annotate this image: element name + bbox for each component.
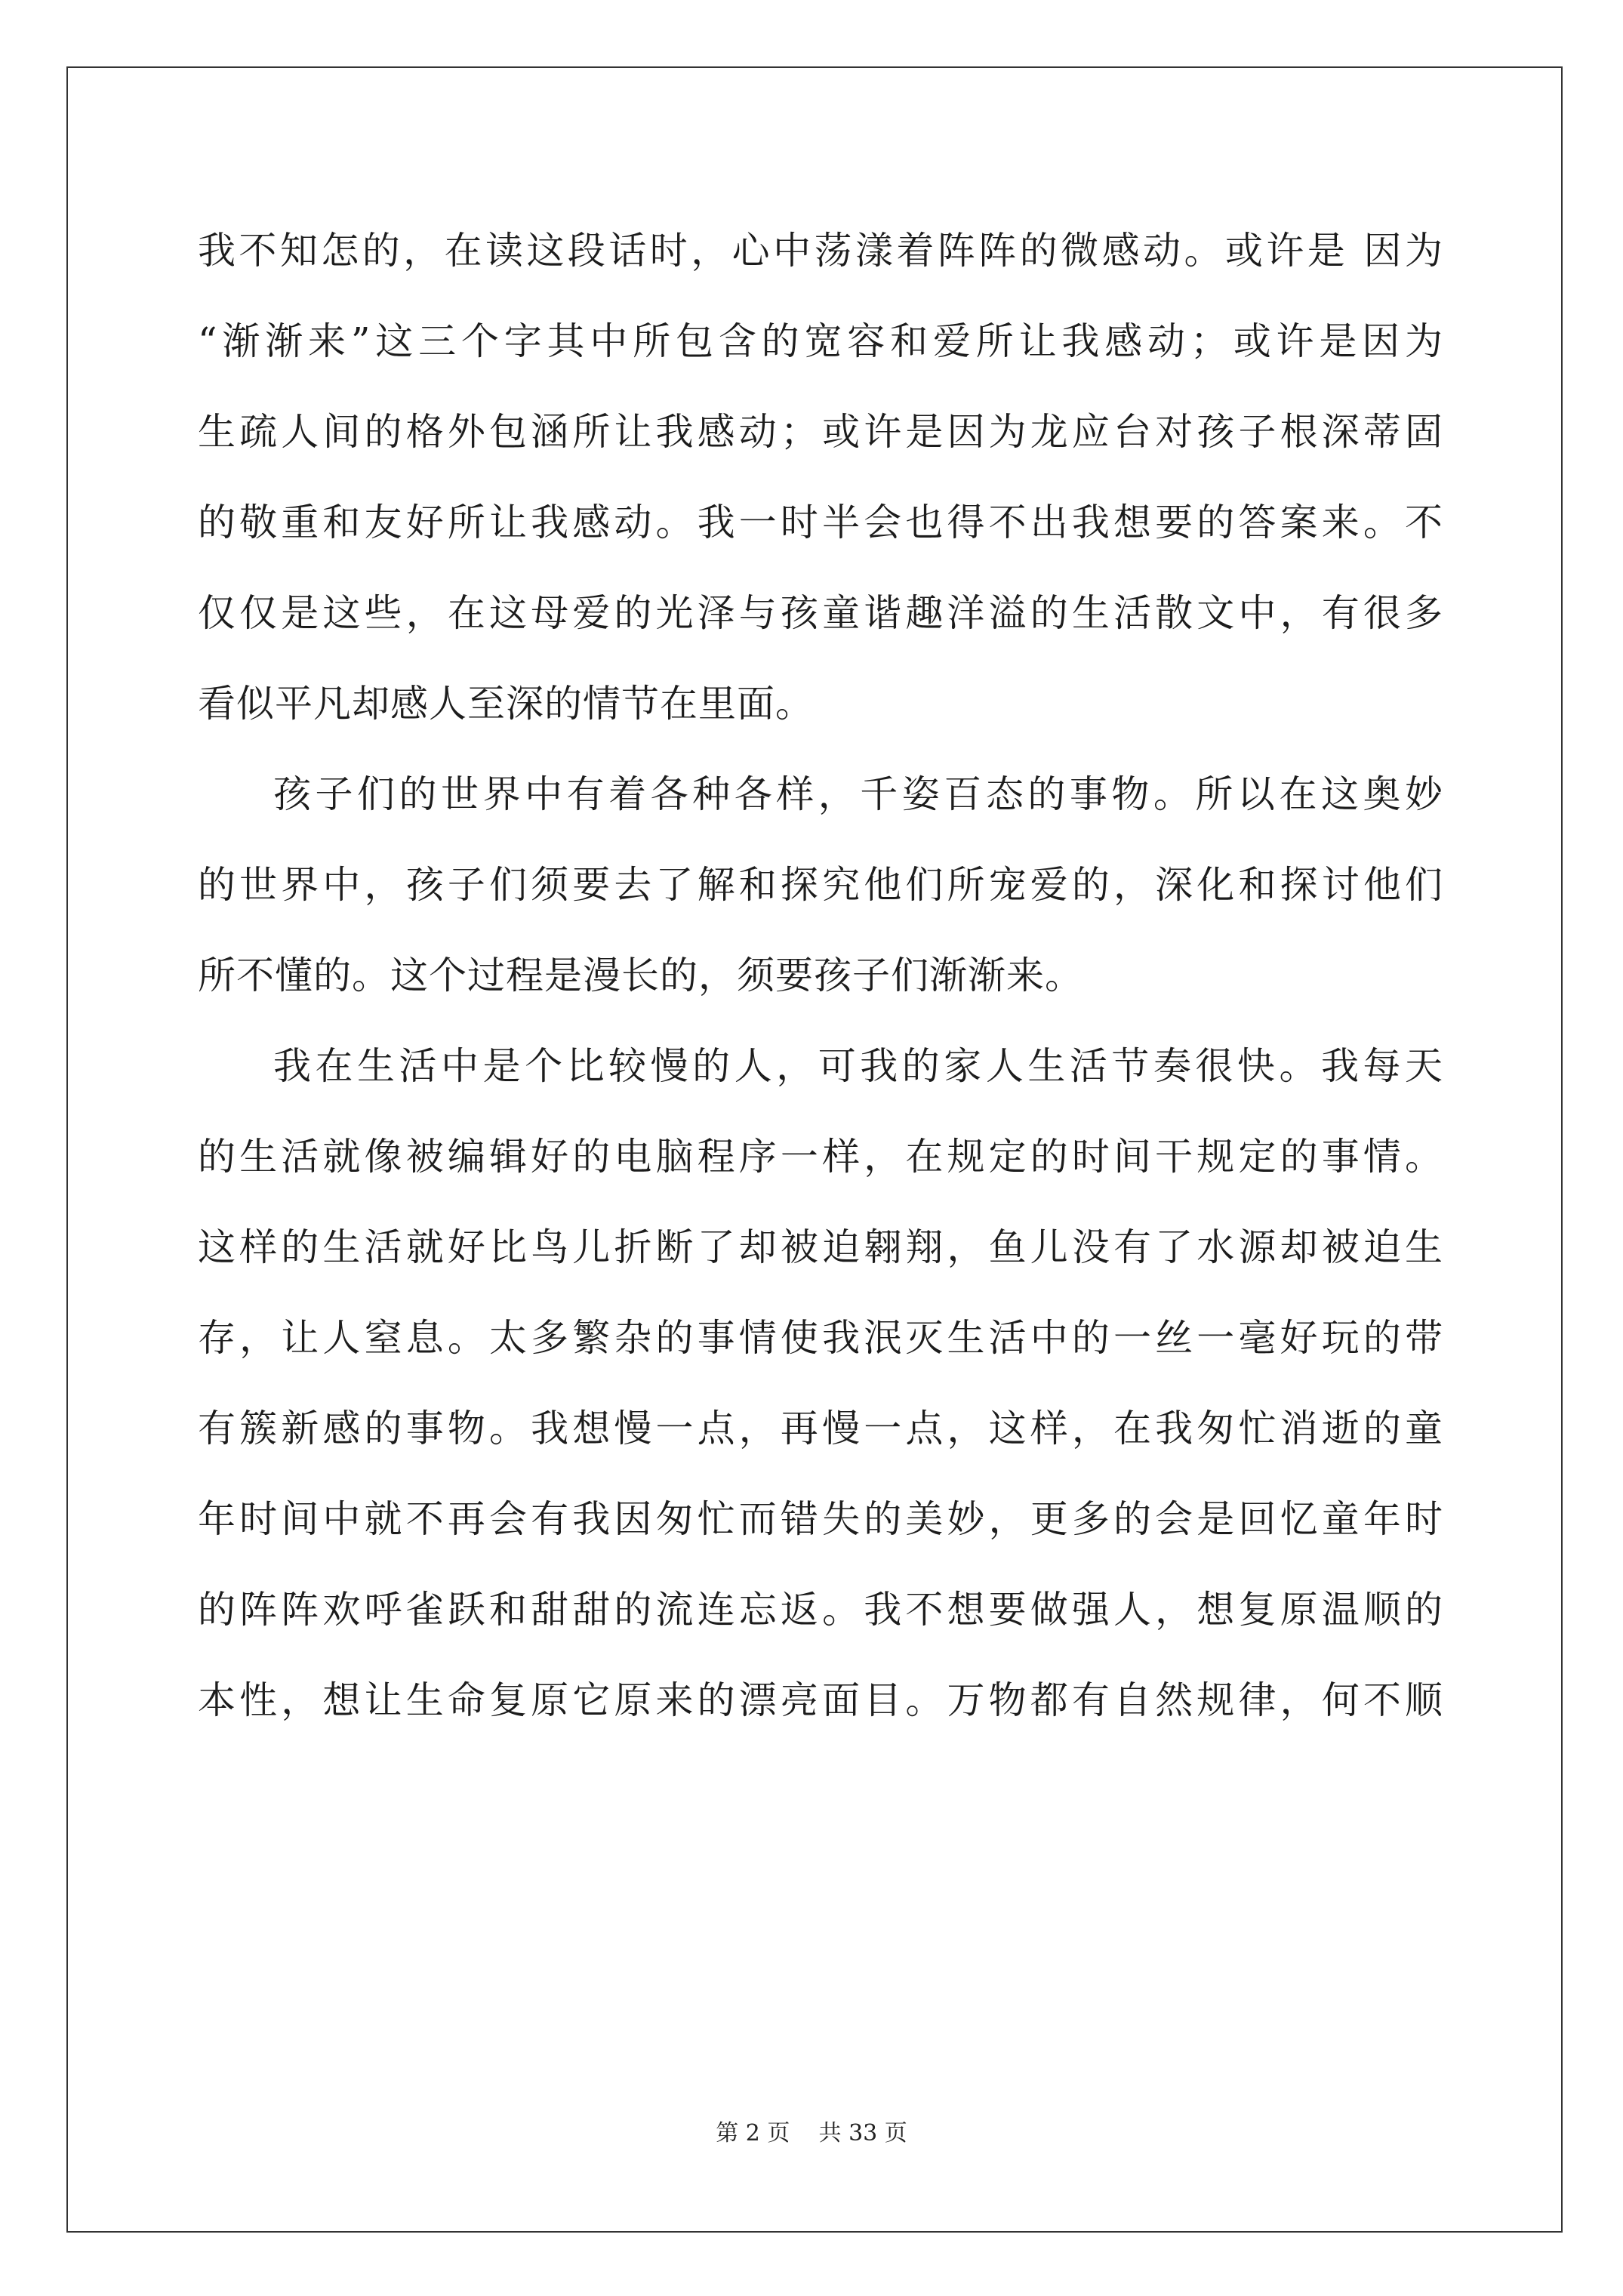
paragraph-line: 的敬重和友好所让我感动。我一时半会也得不出我想要的答案来。不 — [198, 501, 1443, 544]
page-footer — [0, 2120, 1623, 2147]
paragraph-line: 生疏人间的格外包涵所让我感动；或许是因为龙应台对孩子根深蒂固 — [198, 410, 1443, 454]
paragraph-line: “渐渐来”这三个字其中所包含的宽容和爱所让我感动；或许是因为 — [198, 319, 1443, 363]
paragraph-line: 的生活就像被编辑好的电脑程序一样，在规定的时间干规定的事情。 — [198, 1135, 1443, 1179]
paragraph-line: 的世界中，孩子们须要去了解和探究他们所宠爱的，深化和探讨他们 — [198, 863, 1443, 907]
paragraph-line: 我不知怎的，在读这段话时，心中荡漾着阵阵的微感动。或许是 因为 — [198, 229, 1443, 273]
paragraph-line: 存，让人窒息。太多繁杂的事情使我泯灭生活中的一丝一毫好玩的带 — [198, 1316, 1443, 1360]
paragraph-line: 仅仅是这些，在这母爱的光泽与孩童谐趣洋溢的生活散文中，有很多 — [198, 591, 1443, 635]
paragraph-line: 有簇新感的事物。我想慢一点，再慢一点，这样，在我匆忙消逝的童 — [198, 1407, 1443, 1450]
paragraph-line: 的阵阵欢呼雀跃和甜甜的流连忘返。我不想要做强人，想复原温顺的 — [198, 1588, 1443, 1632]
paragraph-line: 这样的生活就好比鸟儿折断了却被迫翱翔，鱼儿没有了水源却被迫生 — [198, 1225, 1443, 1269]
paragraph-line: 我在生活中是个比较慢的人，可我的家人生活节奏很快。我每天 — [273, 1044, 1443, 1088]
paragraph-line: 年时间中就不再会有我因匆忙而错失的美妙，更多的会是回忆童年时 — [198, 1497, 1443, 1541]
page-number: 第 2 页 — [716, 2120, 790, 2147]
paragraph-line: 本性，想让生命复原它原来的漂亮面目。万物都有自然规律，何不顺 — [198, 1678, 1443, 1722]
paragraph-line: 孩子们的世界中有着各种各样，千姿百态的事物。所以在这奥妙 — [273, 772, 1443, 816]
page-total: 共 33 页 — [818, 2120, 907, 2147]
paragraph-line: 看似平凡却感人至深的情节在里面。 — [198, 682, 814, 726]
paragraph-line: 所不懂的。这个过程是漫长的，须要孩子们渐渐来。 — [198, 954, 1083, 997]
